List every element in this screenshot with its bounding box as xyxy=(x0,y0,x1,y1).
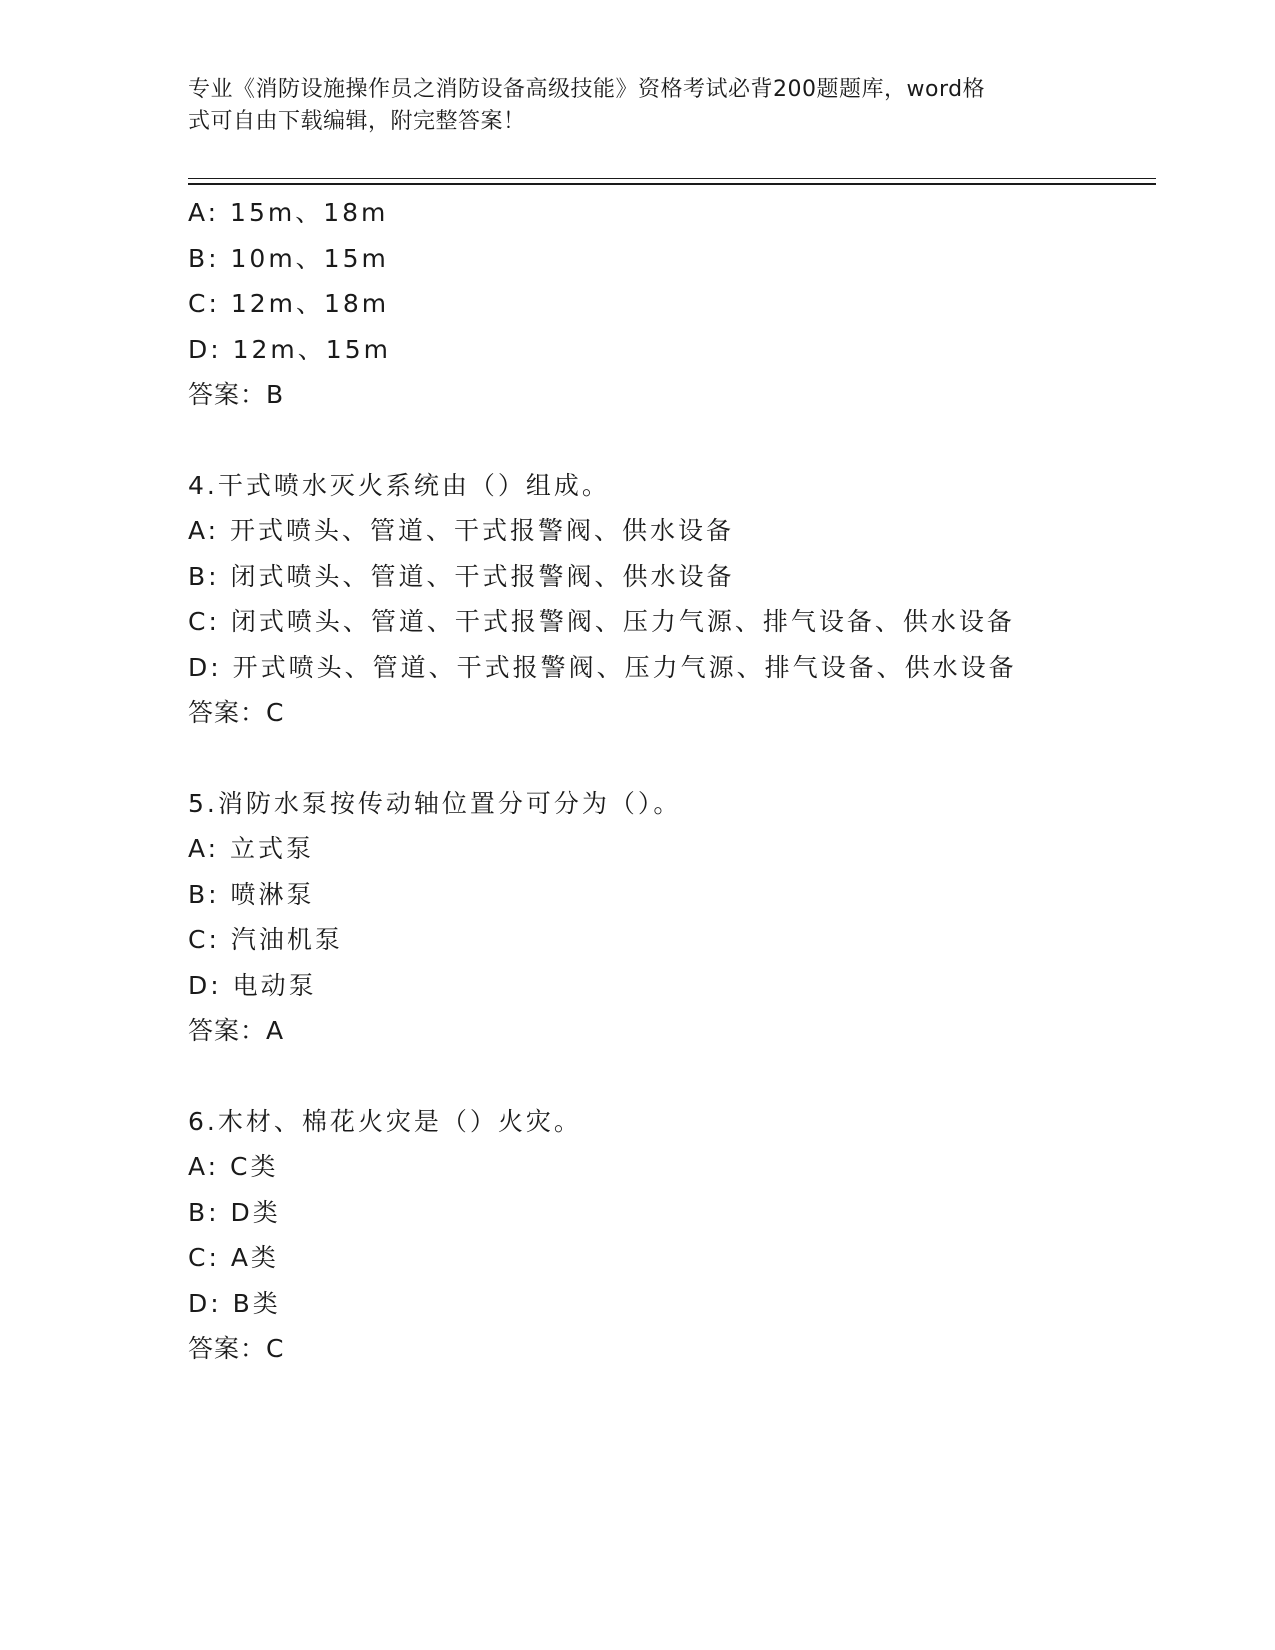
option-c: C: 12m、18m xyxy=(188,289,390,318)
answer-line: 答案：C xyxy=(188,698,285,727)
option-b: B: 10m、15m xyxy=(188,243,389,273)
question-5 xyxy=(188,781,1148,1054)
answer-line: 答案：A xyxy=(188,1016,285,1045)
option-b: B: 闭式喷头、管道、干式报警阀、供水设备 xyxy=(188,561,735,591)
option-d: D: 开式喷头、管道、干式报警阀、压力气源、排气设备、供水设备 xyxy=(188,652,1017,682)
question-6 xyxy=(188,1099,1148,1372)
option-a: A: 15m、18m xyxy=(188,198,389,227)
answer-line: 答案：B xyxy=(188,380,285,409)
option-d: D: 12m、15m xyxy=(188,334,391,364)
question-4 xyxy=(188,463,1148,736)
question-3-partial xyxy=(188,190,1148,418)
answer-line: 答案：C xyxy=(188,1334,285,1363)
question-list xyxy=(188,190,1148,1372)
option-d: D: 电动泵 xyxy=(188,970,317,1000)
option-a: A: 立式泵 xyxy=(188,834,315,863)
option-c: C: 汽油机泵 xyxy=(188,925,343,954)
option-c: C: 闭式喷头、管道、干式报警阀、压力气源、排气设备、供水设备 xyxy=(188,607,1015,636)
document-header xyxy=(188,74,1068,138)
option-a: A: C类 xyxy=(188,1152,279,1181)
header-title-line-1: 专业《消防设施操作员之消防设备高级技能》资格考试必背200题题库，word格 xyxy=(188,77,986,102)
question-stem: 5.消防水泵按传动轴位置分可分为（）。 xyxy=(188,788,682,818)
question-stem: 4.干式喷水灭火系统由（）组成。 xyxy=(188,470,610,500)
option-b: B: 喷淋泵 xyxy=(188,879,315,909)
option-a: A: 开式喷头、管道、干式报警阀、供水设备 xyxy=(188,516,735,545)
option-c: C: A类 xyxy=(188,1243,279,1272)
header-divider-thin xyxy=(188,178,1156,179)
option-b: B: D类 xyxy=(188,1197,281,1227)
question-stem: 6.木材、棉花火灾是（）火灾。 xyxy=(188,1106,582,1136)
option-d: D: B类 xyxy=(188,1288,281,1318)
header-title-line-2: 式可自由下载编辑，附完整答案！ xyxy=(188,109,526,134)
header-divider-thick xyxy=(188,183,1156,185)
